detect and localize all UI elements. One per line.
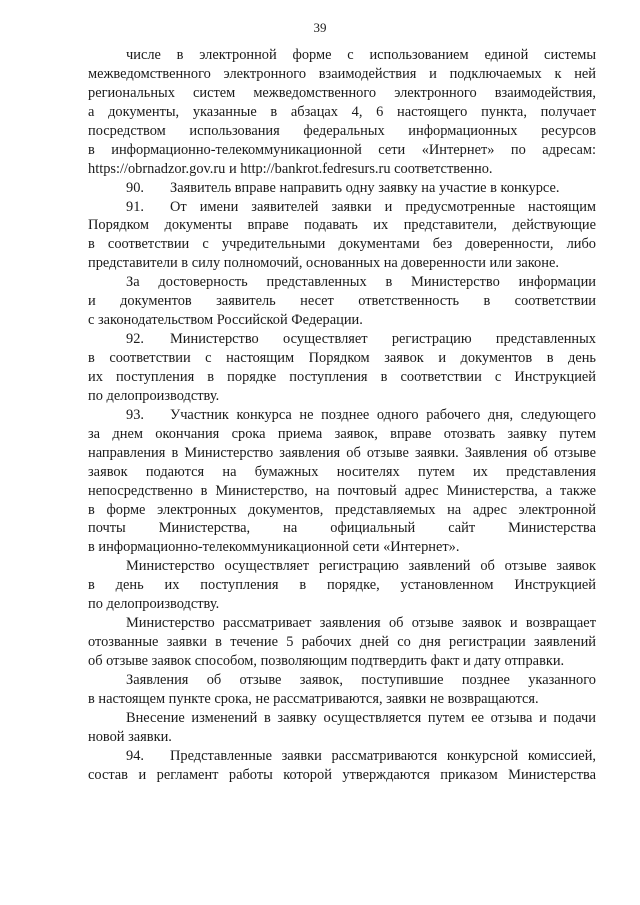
line-text: представители в силу полномочий, основанных на доверенности или законе. bbox=[88, 255, 559, 272]
text-line bbox=[88, 273, 596, 292]
text-line bbox=[88, 46, 596, 65]
paragraph bbox=[88, 273, 596, 330]
text-line bbox=[88, 122, 596, 141]
line-text: Представленные заявки рассматриваются конкурсной комиссией, bbox=[170, 747, 596, 764]
line-text: Министерство осуществляет регистрацию заявлений об отзыве заявок bbox=[126, 558, 596, 575]
paragraph bbox=[88, 330, 596, 406]
text-line bbox=[88, 292, 596, 311]
line-text: их поступления в порядке поступления в соответствии с Инструкцией bbox=[88, 368, 596, 385]
paragraph-number: 91. bbox=[126, 198, 144, 215]
text-line bbox=[88, 652, 596, 671]
paragraph-number: 93. bbox=[126, 406, 144, 423]
line-text: межведомственного электронного взаимодействия и подключаемых к ней bbox=[88, 65, 596, 82]
text-line bbox=[88, 747, 596, 766]
text-line bbox=[88, 671, 596, 690]
line-text: Внесение изменений в заявку осуществляется путем ее отзыва и подачи bbox=[126, 709, 596, 726]
line-text: в информационно-телекоммуникационной сети «Интернет» по адресам: bbox=[88, 141, 596, 158]
paragraph bbox=[88, 406, 596, 558]
text-line bbox=[88, 463, 596, 482]
line-text: https://obrnadzor.gov.ru и http://bankrot.fedresurs.ru соответственно. bbox=[88, 160, 493, 177]
text-line bbox=[88, 444, 596, 463]
paragraph-number: 90. bbox=[126, 179, 144, 196]
text-line bbox=[88, 368, 596, 387]
line-text: отозванные заявки в течение 5 рабочих дней со дня регистрации заявлений bbox=[88, 634, 596, 651]
text-line bbox=[88, 179, 596, 198]
line-text: Порядком документы вправе подавать их представители, действующие bbox=[88, 217, 596, 234]
line-text: Заявитель вправе направить одну заявку на участие в конкурсе. bbox=[170, 179, 560, 196]
line-text: об отзыве заявок способом, позволяющим подтвердить факт и дату отправки. bbox=[88, 653, 565, 669]
line-text: состав и регламент работы которой утверждаются приказом Министерства bbox=[88, 766, 596, 783]
line-text: с законодательством Российской Федерации. bbox=[88, 312, 363, 329]
paragraph bbox=[88, 614, 596, 671]
line-text: Министерство осуществляет регистрацию представленных bbox=[170, 331, 596, 348]
text-line bbox=[88, 141, 596, 160]
line-text: почты Министерства, на официальный сайт Министерства bbox=[88, 520, 596, 537]
text-line bbox=[88, 690, 596, 709]
line-text: в день их поступления в порядке, установленном Инструкцией bbox=[88, 577, 596, 594]
paragraph-number: 92. bbox=[126, 331, 144, 348]
line-text: по делопроизводству. bbox=[88, 596, 220, 613]
line-text: Министерство рассматривает заявления об отзыве заявок и возвращает bbox=[126, 615, 596, 632]
text-line bbox=[88, 330, 596, 349]
paragraph-number: 94. bbox=[126, 747, 144, 764]
text-line bbox=[88, 766, 596, 785]
text-line bbox=[88, 198, 596, 217]
line-text: а документы, указанные в абзацах 4, 6 настоящего пункта, получает bbox=[88, 103, 596, 120]
text-line bbox=[88, 160, 596, 179]
text-line bbox=[88, 254, 596, 273]
line-text: региональных систем межведомственного электронного взаимодействия, bbox=[88, 84, 596, 101]
paragraph bbox=[88, 671, 596, 709]
line-text: по делопроизводству. bbox=[88, 387, 220, 404]
text-line bbox=[88, 84, 596, 103]
text-line bbox=[88, 235, 596, 254]
text-line bbox=[88, 387, 596, 406]
text-line bbox=[88, 728, 596, 747]
text-line bbox=[88, 216, 596, 235]
line-text: За достоверность представленных в Министерство информации bbox=[126, 274, 596, 291]
page-number: 39 bbox=[313, 20, 327, 35]
paragraph bbox=[88, 747, 596, 785]
line-text: непосредственно в Министерство, на почтовый адрес Министерства, а также bbox=[88, 482, 596, 499]
line-text: в информационно-телекоммуникационной сети «Интернет». bbox=[88, 539, 460, 556]
paragraph bbox=[88, 179, 596, 198]
line-text: заявок подаются на бумажных носителях путем их представления bbox=[88, 463, 596, 480]
text-line bbox=[88, 425, 596, 444]
document-body bbox=[88, 46, 596, 785]
line-text: Заявления об отзыве заявок, поступившие позднее указанного bbox=[126, 671, 596, 688]
text-line bbox=[88, 614, 596, 633]
paragraph bbox=[88, 198, 596, 274]
line-text: направления в Министерство заявления об отзыве заявки. Заявления об отзыве bbox=[88, 444, 596, 461]
text-line bbox=[88, 576, 596, 595]
line-text: в соответствии с настоящим Порядком заявок и документов в день bbox=[88, 350, 596, 366]
line-text: и документов заявитель несет ответственность в соответствии bbox=[88, 293, 596, 310]
text-line bbox=[88, 633, 596, 652]
text-line bbox=[88, 349, 596, 368]
line-text: посредством использования федеральных информационных ресурсов bbox=[88, 122, 596, 139]
line-text: От имени заявителей заявки и предусмотренные настоящим bbox=[170, 198, 596, 215]
paragraph bbox=[88, 557, 596, 614]
text-line bbox=[88, 65, 596, 84]
paragraph bbox=[88, 709, 596, 747]
line-text: новой заявки. bbox=[88, 728, 172, 745]
text-line bbox=[88, 311, 596, 330]
line-text: числе в электронной форме с использованием единой системы bbox=[126, 47, 596, 63]
text-line bbox=[88, 595, 596, 614]
text-line bbox=[88, 557, 596, 576]
line-text: Участник конкурса не позднее одного рабочего дня, следующего bbox=[170, 406, 596, 423]
line-text: в форме электронных документов, представляемых на адрес электронной bbox=[88, 501, 596, 518]
text-line bbox=[88, 501, 596, 520]
text-line bbox=[88, 519, 596, 538]
line-text: в настоящем пункте срока, не рассматриваются, заявки не возвращаются. bbox=[88, 690, 539, 707]
text-line bbox=[88, 406, 596, 425]
line-text: за днем окончания срока приема заявок, вправе отозвать заявку путем bbox=[88, 425, 596, 442]
line-text: в соответствии с учредительными документами без доверенности, либо bbox=[88, 236, 596, 253]
text-line bbox=[88, 709, 596, 728]
text-line bbox=[88, 482, 596, 501]
paragraph bbox=[88, 46, 596, 179]
text-line bbox=[88, 538, 596, 557]
text-line bbox=[88, 103, 596, 122]
